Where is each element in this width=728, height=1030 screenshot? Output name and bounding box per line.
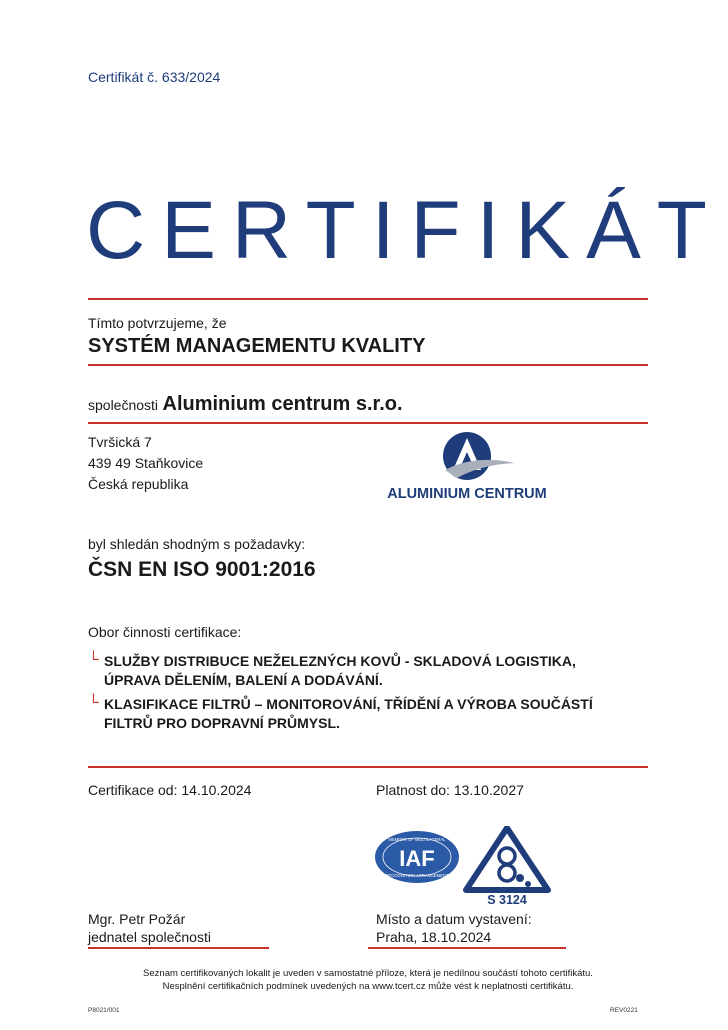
address-street: Tvršická 7 xyxy=(88,434,152,450)
requirements-text: byl shledán shodným s požadavky: xyxy=(88,536,306,552)
company-logo xyxy=(375,432,560,502)
scope-item-line: SLUŽBY DISTRIBUCE NEŽELEZNÝCH KOVŮ - SKLADOVÁ LOGISTIKA, xyxy=(104,653,576,669)
company-prefix: společnosti xyxy=(88,397,159,413)
place-date: Praha, 18.10.2024 xyxy=(376,929,492,945)
footer-line: Nesplnění certifikačních podmínek uvedených na www.tcert.cz může vést k neplatnosti certifikátu. xyxy=(162,981,574,992)
cai-accreditation-icon xyxy=(462,826,552,906)
iaf-mark xyxy=(374,830,460,884)
company-address xyxy=(88,432,203,495)
scope-list xyxy=(88,652,648,738)
certificate-title: CERTIFIKÁT xyxy=(86,185,723,276)
signature-line-left xyxy=(88,947,269,949)
address-country: Česká republika xyxy=(88,476,189,492)
confirm-text: Tímto potvrzujeme, že xyxy=(88,315,227,331)
standard-name: ČSN EN ISO 9001:2016 xyxy=(88,558,316,581)
logo-text: ALUMINIUM CENTRUM xyxy=(387,486,547,502)
scope-item xyxy=(88,652,648,690)
doc-code-left: P8021/001 xyxy=(88,1007,120,1014)
company-line xyxy=(88,393,403,416)
accreditation-code: S 3124 xyxy=(487,893,527,906)
accreditation-mark xyxy=(462,826,552,906)
footer-note xyxy=(88,967,648,993)
scope-item-line: KLASIFIKACE FILTRŮ – MONITOROVÁNÍ, TŘÍDĚNÍ A VÝROBA SOUČÁSTÍ xyxy=(104,696,593,712)
signatory-role: jednatel společnosti xyxy=(88,929,211,945)
scope-item-line: FILTRŮ PRO DOPRAVNÍ PRŮMYSL. xyxy=(104,715,340,731)
address-city: 439 49 Staňkovice xyxy=(88,455,204,471)
aluminium-a-icon xyxy=(375,432,560,502)
top-divider xyxy=(88,298,648,300)
company-name: Aluminium centrum s.r.o. xyxy=(162,393,403,415)
signature-line-right xyxy=(368,947,566,949)
system-name: SYSTÉM MANAGEMENTU KVALITY xyxy=(88,335,426,357)
iaf-ring-top: MEMBER OF MULTILATERAL xyxy=(388,837,446,842)
scope-label: Obor činnosti certifikace: xyxy=(88,624,242,640)
iaf-logo-icon xyxy=(374,830,460,884)
divider-company xyxy=(88,422,648,424)
iaf-text: IAF xyxy=(399,846,435,871)
certified-from: Certifikace od: 14.10.2024 xyxy=(88,782,252,798)
bullet-corner-icon: └ xyxy=(88,651,99,668)
iaf-ring-bottom: RECOGNITION ARRANGEMENT xyxy=(385,873,449,878)
scope-item xyxy=(88,695,648,733)
bullet-corner-icon: └ xyxy=(88,694,99,711)
doc-code-right: REV0221 xyxy=(610,1007,638,1014)
divider-system xyxy=(88,364,648,366)
certificate-number: Certifikát č. 633/2024 xyxy=(88,69,221,85)
scope-item-line: ÚPRAVA DĚLENÍM, BALENÍ A DODÁVÁNÍ. xyxy=(104,672,383,688)
footer-line: Seznam certifikovaných lokalit je uveden v samostatné příloze, která je nedílnou součástí tohoto certifikátu. xyxy=(143,968,593,979)
divider-dates xyxy=(88,766,648,768)
signatory-name: Mgr. Petr Požár xyxy=(88,911,186,927)
place-date-label: Místo a datum vystavení: xyxy=(376,911,532,927)
valid-until: Platnost do: 13.10.2027 xyxy=(376,782,524,798)
